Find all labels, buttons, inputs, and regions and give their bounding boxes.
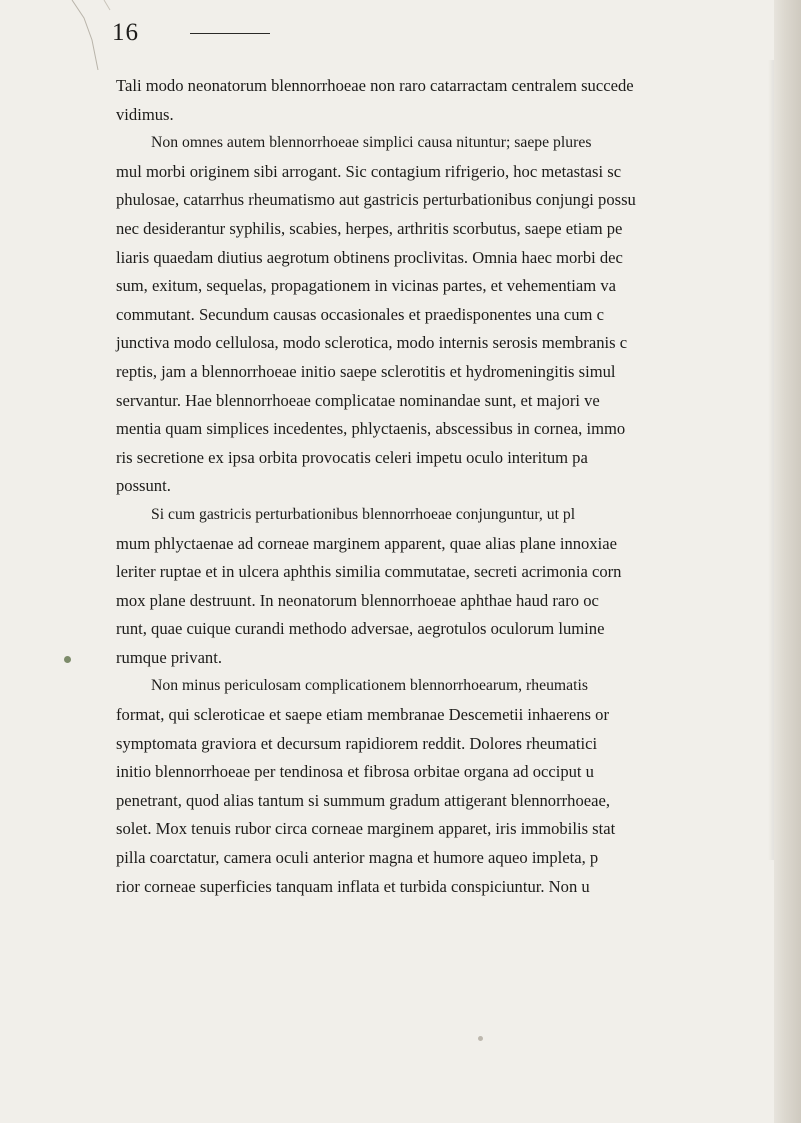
text-line: symptomata graviora et decursum rapidiorem reddit. Dolores rheumatici	[116, 733, 598, 753]
text-line: nec desiderantur syphilis, scabies, herpes, arthritis scorbutus, saepe etiam pe	[116, 218, 623, 238]
text-line: servantur. Hae blennorrhoeae complicatae nominandae sunt, et majori ve	[116, 390, 600, 410]
text-line: possunt.	[116, 476, 171, 496]
text-line: initio blennorrhoeae per tendinosa et fibrosa orbitae organa ad occiput u	[116, 762, 594, 782]
text-line: format, qui scleroticae et saepe etiam membranae Descemetii inhaerens or	[116, 705, 609, 725]
text-line: reptis, jam a blennorrhoeae initio saepe sclerotitis et hydromeningitis simul	[116, 361, 616, 381]
ink-spot	[64, 656, 71, 663]
text-line: commutant. Secundum causas occasionales et praedisponentes una cum c	[116, 304, 604, 324]
body-text	[116, 72, 772, 901]
text-line: sum, exitum, sequelas, propagationem in vicinas partes, et vehementiam va	[116, 276, 616, 296]
text-line: leriter ruptae et in ulcera aphthis similia commutatae, secreti acrimonia corn	[116, 562, 622, 582]
text-line: mum phlyctaenae ad corneae marginem apparent, quae alias plane innoxiae	[116, 533, 617, 553]
text-line: mox plane destruunt. In neonatorum blennorrhoeae aphthae haud raro oc	[116, 590, 599, 610]
page-corner-fold	[0, 0, 120, 70]
text-line: solet. Mox tenuis rubor circa corneae marginem apparet, iris immobilis stat	[116, 819, 616, 839]
text-line: rior corneae superficies tanquam inflata et turbida conspiciuntur. Non u	[116, 876, 590, 896]
ink-spot	[478, 1036, 483, 1041]
page-number: 16	[112, 19, 139, 46]
text-line: phulosae, catarrhus rheumatismo aut gastricis perturbationibus conjungi possu	[116, 190, 636, 210]
text-line: runt, quae cuique curandi methodo adversae, aegrotulos oculorum lumine	[116, 619, 605, 639]
text-line: junctiva modo cellulosa, modo sclerotica, modo internis serosis membranis c	[116, 333, 628, 353]
text-line: liaris quaedam diutius aegrotum obtinens proclivitas. Omnia haec morbi dec	[116, 247, 623, 267]
text-line: pilla coarctatur, camera oculi anterior magna et humore aqueo impleta, p	[116, 848, 599, 868]
text-line: mentia quam simplices incedentes, phlyctaenis, abscessibus in cornea, immo	[116, 419, 626, 439]
text-line: vidimus.	[116, 104, 174, 124]
text-line: Non minus periculosam complicationem blennorrhoearum, rheumatis	[151, 677, 588, 695]
adjacent-page-edge	[774, 0, 801, 1123]
text-line: Tali modo neonatorum blennorrhoeae non raro catarractam centralem succede	[116, 76, 634, 95]
text-line: penetrant, quod alias tantum si summum gradum attigerant blennorrhoeae,	[116, 790, 610, 810]
text-line: mul morbi originem sibi arrogant. Sic contagium rifrigerio, hoc metastasi sc	[116, 161, 622, 181]
text-line: rumque privant.	[116, 647, 222, 667]
header-rule	[190, 33, 270, 34]
text-line: Si cum gastricis perturbationibus blennorrhoeae conjunguntur, ut pl	[151, 505, 576, 523]
text-line: ris secretione ex ipsa orbita provocatis celeri impetu oculo interitum pa	[116, 447, 588, 467]
text-line: Non omnes autem blennorrhoeae simplici causa nituntur; saepe plures	[151, 134, 592, 152]
